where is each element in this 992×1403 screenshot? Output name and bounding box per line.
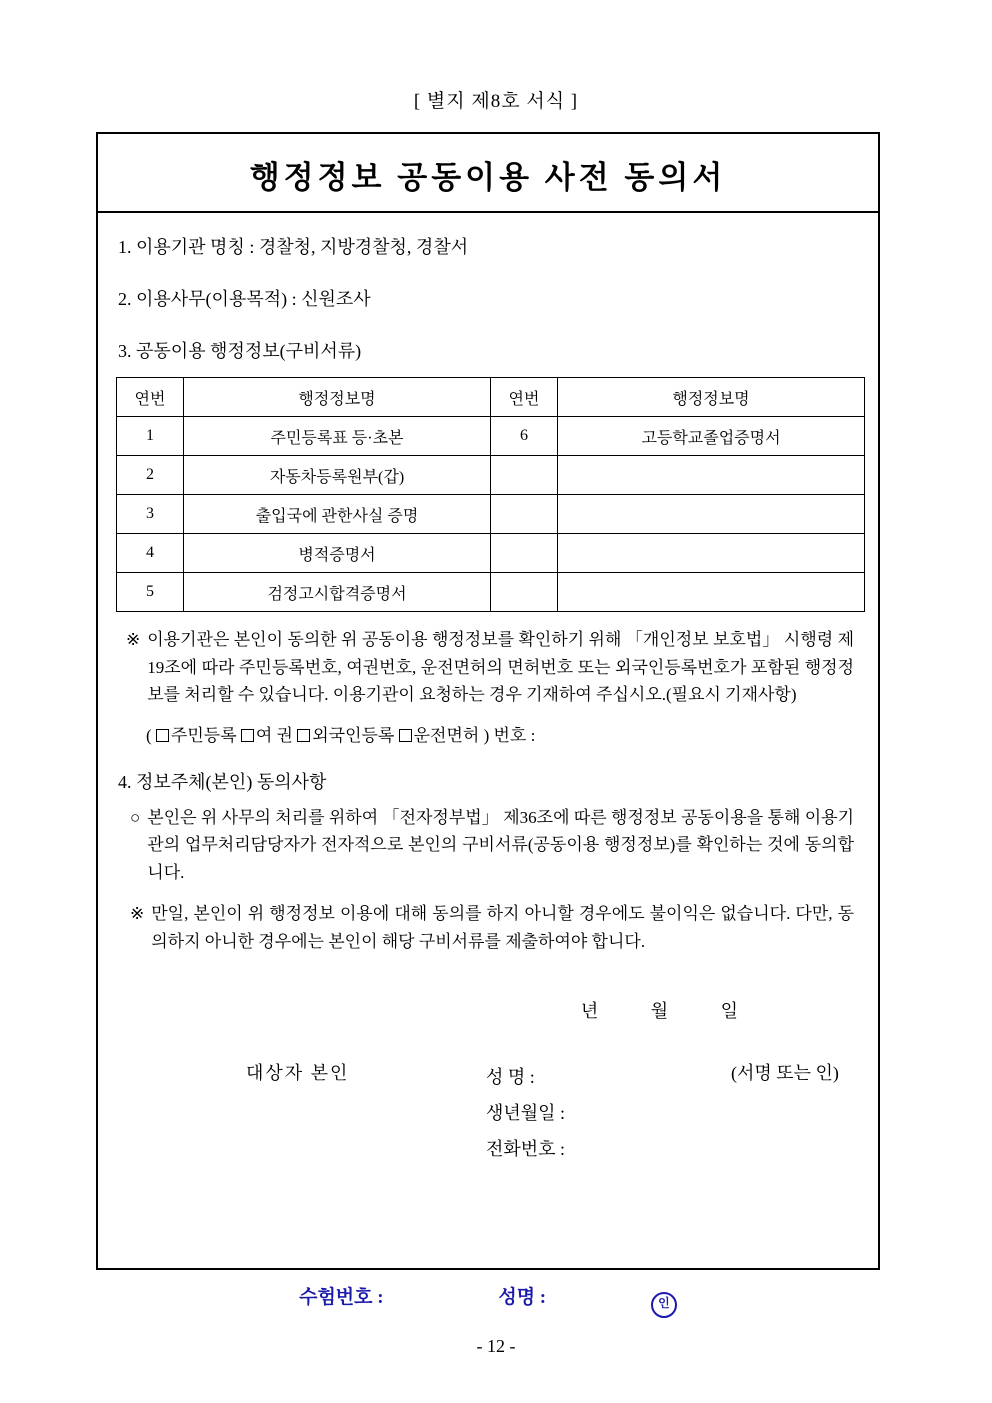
table-row	[117, 495, 865, 534]
cell-no-left: 3	[117, 495, 184, 534]
cell-name-right	[558, 456, 865, 495]
checkbox-label-passport: 여 권	[255, 725, 293, 745]
page-title: 행정정보 공동이용 사전 동의서	[98, 134, 878, 213]
cell-no-right	[491, 534, 558, 573]
item-purpose: 2. 이용사무(이용목적) : 신원조사	[118, 289, 371, 309]
cell-no-left: 5	[117, 573, 184, 612]
disclaimer-marker: ※	[130, 904, 145, 924]
checkbox-label-resident-registration: 주민등록	[170, 725, 237, 745]
seal-icon: 인	[651, 1292, 677, 1318]
date-year: 년	[580, 1001, 601, 1022]
cell-no-left: 4	[117, 534, 184, 573]
privacy-note	[126, 626, 854, 709]
signature-phone-label: 전화번호 :	[486, 1139, 566, 1160]
cell-no-right	[491, 456, 558, 495]
signature-birth-label: 생년월일 :	[486, 1103, 566, 1124]
cell-no-left: 2	[117, 456, 184, 495]
cell-name-left: 검정고시합격증명서	[184, 573, 491, 612]
page-number: - 12 -	[476, 1336, 516, 1356]
signature-block	[116, 1059, 860, 1179]
disclaimer-text: 만일, 본인이 위 행정정보 이용에 대해 동의를 하지 아니할 경우에도 불이익은 없습니다. 다만, 동의하지 아니한 경우에는 본인이 해당 구비서류를 제출하여야 합니다.	[151, 904, 854, 951]
table-row	[117, 417, 865, 456]
table-header-row	[117, 378, 865, 417]
exam-number-label: 수험번호 :	[299, 1287, 384, 1308]
checkbox-driver-license[interactable]	[399, 729, 412, 742]
consent-statement	[130, 804, 854, 887]
shared-info-table	[116, 377, 865, 612]
disclaimer-statement	[130, 900, 854, 955]
checkbox-resident-registration[interactable]	[156, 729, 169, 742]
checkbox-passport[interactable]	[241, 729, 254, 742]
note-text: 이용기관은 본인이 동의한 위 공동이용 행정정보를 확인하기 위해 「개인정보 보호법」 시행령 제19조에 따라 주민등록번호, 여권번호, 운전면허의 면허번호 또는 외국인등록번호가 포함된 행정정보를 처리할 수 있습니다. 이용기관이 요청하는 경우 기재하여 주십시오.(필요시 기재사항)	[147, 630, 854, 705]
item-shared-info: 3. 공동이용 행정정보(구비서류)	[118, 341, 362, 361]
signature-subject-label: 대상자 본인	[246, 1063, 350, 1084]
date-day: 일	[720, 1001, 740, 1022]
signature-fields	[486, 1059, 565, 1167]
document-frame	[96, 132, 880, 1270]
cell-name-left: 자동차등록원부(갑)	[184, 456, 491, 495]
cell-no-right	[491, 495, 558, 534]
document-body	[98, 213, 878, 1179]
cell-name-right: 고등학교졸업증명서	[558, 417, 865, 456]
cell-name-left: 주민등록표 등·초본	[184, 417, 491, 456]
signature-note: (서명 또는 인)	[731, 1063, 839, 1084]
checkline-open: (	[146, 725, 152, 745]
cell-no-left: 1	[117, 417, 184, 456]
item-agency-name: 1. 이용기관 명칭 : 경찰청, 지방경찰청, 경찰서	[118, 237, 469, 257]
checkline-close: ) 번호 :	[483, 725, 536, 745]
signature-name-label: 성 명 :	[486, 1067, 535, 1088]
cell-name-right	[558, 534, 865, 573]
header-no-left: 연번	[117, 378, 184, 417]
cell-name-left: 병적증명서	[184, 534, 491, 573]
cell-no-right: 6	[491, 417, 558, 456]
section-consent-title: 4. 정보주체(본인) 동의사항	[118, 771, 327, 792]
applicant-name-label: 성명 :	[498, 1287, 547, 1308]
form-number: [ 별지 제8호 서식 ]	[413, 91, 579, 112]
id-number-checkline	[146, 721, 860, 746]
bottom-fields	[96, 1282, 880, 1318]
header-name-right: 행정정보명	[558, 378, 865, 417]
consent-text: 본인은 위 사무의 처리를 위하여 「전자정부법」 제36조에 따른 행정정보 공동이용을 통해 이용기관의 업무처리담당자가 전자적으로 본인의 구비서류(공동이용 행정정보)를 확인하는 것에 동의합니다.	[147, 807, 854, 882]
table-row	[117, 573, 865, 612]
checkbox-foreigner-registration[interactable]	[297, 729, 310, 742]
date-month: 월	[650, 1001, 671, 1022]
cell-name-right	[558, 573, 865, 612]
header-no-right: 연번	[491, 378, 558, 417]
cell-name-right	[558, 495, 865, 534]
consent-marker: ○	[130, 807, 141, 827]
note-marker: ※	[126, 630, 141, 649]
header-name-left: 행정정보명	[184, 378, 491, 417]
table-row	[117, 534, 865, 573]
table-row	[117, 456, 865, 495]
checkbox-label-foreigner-registration: 외국인등록	[312, 725, 395, 745]
cell-no-right	[491, 573, 558, 612]
date-line	[116, 997, 740, 1023]
checkbox-label-driver-license: 운전면허	[413, 725, 480, 745]
cell-name-left: 출입국에 관한사실 증명	[184, 495, 491, 534]
